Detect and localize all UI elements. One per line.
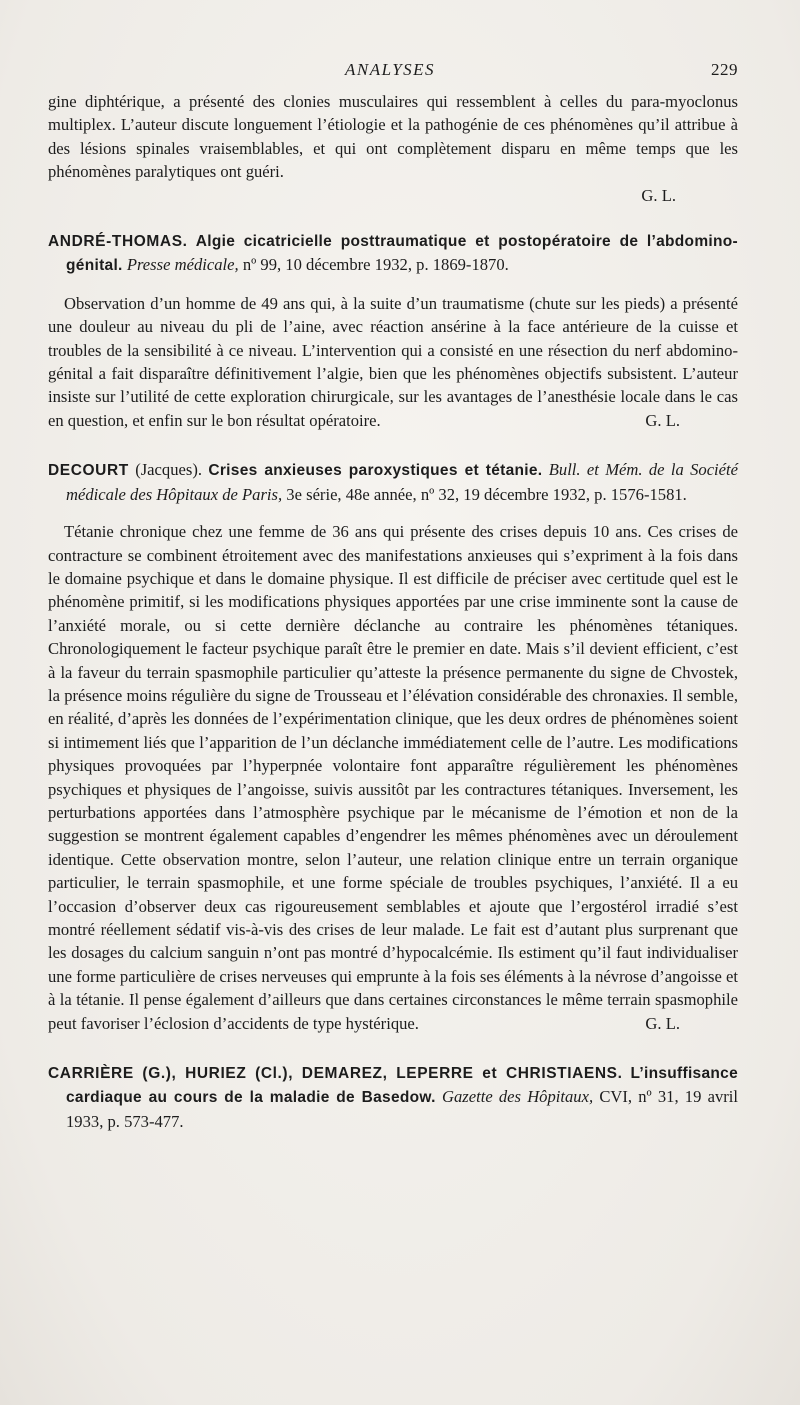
abstract-body: Tétanie chronique chez une femme de 36 ans qui présente des crises depuis 10 ans. Ces crises de contracture se combinent étroitement avec des manifestations anxieuses qui s’expriment à la fois dans le domaine psychique et dans le domaine physique. Il est difficile de préciser avec certitude quel est le phénomène primitif, si les modifications physiques apportées par une crise imminente sont la cause de l’anxiété morale, ou si cette dernière déclanche au contraire les phénomènes tétaniques. Chronologiquement le facteur psychique paraît être le premier en date. Mais s’il devient efficient, c’est à la faveur du terrain spasmophile particulier qu’atteste la présence permanente du signe de Chvostek, la présence moins régulière du signe de Trousseau et l’élévation considérable des chronaxies. Il semble, en réalité, d’après les données de l’expérimentation clinique, que les deux ordres de phénomènes soient si intimement liés que l’apparition de l’un déclanche immédiatement celle de l’autre. Les modifications physiques provoquées par l’hyperpnée volontaire font apparaître régulièrement les phénomènes psychiques et physiques de l’angoisse, suivis aussitôt par les contractures tétaniques. Inversement, les perturbations apportées dans l’atmosphère psychique par le mécanisme de l’émotion et non de la suggestion se montrent également capables d’engendrer les mêmes phénomènes avec un déroulement identique. Cette observation montre, selon l’auteur, une relation clinique entre un terrain organique particulier, le terrain spasmophile, et une forme spéciale de troubles psychiques, l’anxiété. Il a eu l’occasion d’observer deux cas rigoureusement semblables et ajoute que l’ergostérol irradié s’est montré réellement sédatif vis-à-vis des crises de leur malade. Le fait est d’autant plus surprenant que les dosages du calcium sanguin n’ont pas montré d’hypocalcémie. Ils estiment qu’il faut individualiser une forme particulière de crises nerveuses qui emprunte à la fois ses éléments à la névrose d’angoisse et à la tétanie. Il pense également d’ailleurs que dans certaines circonstances le même terrain spasmophile peut favoriser l’éclosion d’accidents de type hystérique. bbox=[48, 522, 738, 1033]
citation bbox=[48, 1061, 738, 1133]
citation bbox=[48, 229, 738, 278]
citation-journal: Gazette des Hôpitaux, bbox=[442, 1087, 594, 1107]
citation-title: L’insuffisance cardiaque au cours de la maladie de Basedow. bbox=[66, 1065, 738, 1107]
citation-title: Crises anxieuses paroxystiques et tétanie. bbox=[208, 462, 543, 480]
continuation-block bbox=[48, 90, 738, 207]
abstract bbox=[48, 520, 738, 1035]
review-entry bbox=[48, 458, 738, 1035]
abstract-text bbox=[48, 520, 738, 1035]
page-number: 229 bbox=[711, 60, 738, 79]
continuation-text: gine diphtérique, a présenté des clonies musculaires qui ressemblent à celles du para-myoclonus multiplex. L’auteur discute longuement l’étiologie et la pathogénie de ces phénomènes qu’il attribue à des lésions spinales vraisemblables, et qui ont complètement disparu en même temps que les phénomènes paralytiques ont guéri. bbox=[48, 92, 738, 182]
page-content bbox=[48, 90, 738, 1133]
citation-journal: Presse médicale, bbox=[126, 255, 239, 275]
citation bbox=[48, 458, 738, 506]
page-header bbox=[0, 56, 800, 84]
review-entry bbox=[48, 229, 738, 432]
citation-author: DECOURT bbox=[48, 462, 129, 480]
continuation-signature: G. L. bbox=[641, 185, 676, 205]
citation-details: nº 99, 10 décembre 1932, p. 1869-1870. bbox=[242, 255, 509, 275]
abstract-signature: G. L. bbox=[645, 1013, 680, 1033]
running-head: ANALYSES bbox=[344, 60, 436, 79]
citation-author: ANDRÉ-THOMAS. bbox=[48, 233, 188, 251]
abstract-body: Observation d’un homme de 49 ans qui, à la suite d’un traumatisme (chute sur les pieds) a présenté une douleur au niveau du pli de l’aine, avec réaction ansérine à la face antérieure de la cuisse et troubles de la sensibilité à ce niveau. L’intervention qui a consisté en une résection du nerf abdomino-génital a fait disparaître définitivement l’algie, bien que les phénomènes objectifs subsistent. L’auteur insiste sur l’utilité de cette exploration chirurgicale, sur les avantages de l’anesthésie locale dans le cas en question, et enfin sur le bon résultat opératoire. bbox=[48, 293, 738, 430]
citation-journal: Bull. et Mém. de la Société médicale des Hôpitaux de Paris, bbox=[66, 460, 739, 504]
citation-title: Algie cicatricielle posttraumatique et postopératoire de l’abdomino-génital. bbox=[66, 233, 739, 275]
abstract-signature: G. L. bbox=[645, 410, 680, 430]
citation-author-given: (Jacques). bbox=[135, 460, 202, 480]
citation-author: CARRIÈRE (G.), HURIEZ (Cl.), DEMAREZ, LEPERRE et CHRISTIAENS. bbox=[48, 1065, 623, 1083]
citation-details: 3e série, 48e année, nº 32, 19 décembre 1932, p. 1576-1581. bbox=[286, 484, 687, 504]
review-entry bbox=[48, 1061, 738, 1133]
abstract-text bbox=[48, 292, 738, 432]
abstract bbox=[48, 292, 738, 432]
citation-details: CVI, nº 31, 19 avril 1933, p. 573-477. bbox=[66, 1087, 738, 1131]
